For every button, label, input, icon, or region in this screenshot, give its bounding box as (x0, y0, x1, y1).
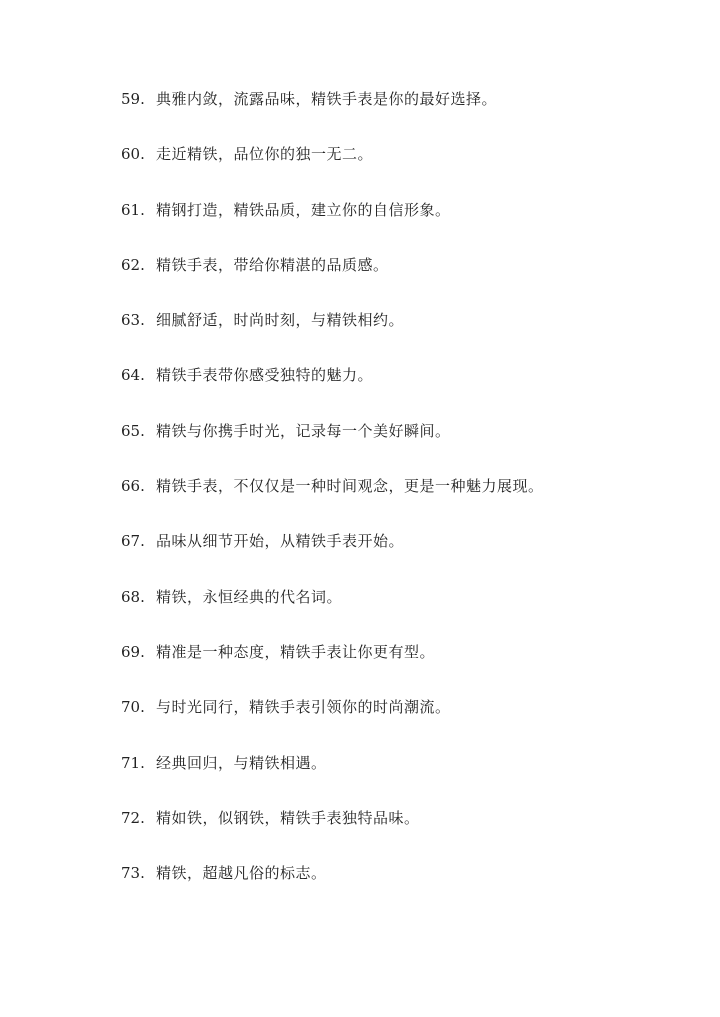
item-text: 精铁手表，带给你精湛的品质感。 (156, 255, 389, 274)
item-number: 67. (121, 532, 145, 551)
list-item (121, 584, 544, 639)
item-number: 60. (121, 145, 145, 164)
list-item (121, 473, 544, 528)
item-number: 61. (121, 200, 145, 219)
item-text: 走近精铁，品位你的独一无二。 (156, 145, 374, 164)
item-text: 精如铁，似钢铁，精铁手表独特品味。 (156, 808, 420, 827)
item-number: 64. (121, 366, 145, 385)
item-text: 细腻舒适，时尚时刻，与精铁相约。 (156, 311, 405, 330)
list-item (121, 141, 544, 196)
item-number: 63. (121, 311, 145, 330)
list-item (121, 805, 544, 860)
item-number: 72. (121, 808, 145, 827)
list-item (121, 860, 544, 915)
item-text: 精准是一种态度，精铁手表让你更有型。 (156, 642, 436, 661)
list-item (121, 750, 544, 805)
slogan-list (121, 86, 544, 915)
item-number: 71. (121, 753, 145, 772)
item-number: 69. (121, 642, 145, 661)
list-item (121, 528, 544, 583)
item-text: 精铁手表，不仅仅是一种时间观念，更是一种魅力展现。 (156, 477, 544, 496)
item-number: 70. (121, 698, 145, 717)
item-number: 73. (121, 864, 145, 883)
list-item (121, 197, 544, 252)
list-item (121, 252, 544, 307)
item-number: 65. (121, 421, 145, 440)
list-item (121, 86, 544, 141)
list-item (121, 307, 544, 362)
item-text: 品味从细节开始，从精铁手表开始。 (156, 532, 405, 551)
item-number: 59. (121, 90, 145, 108)
item-text: 精铁，永恒经典的代名词。 (156, 587, 343, 606)
list-item (121, 362, 544, 417)
item-text: 典雅内敛，流露品味，精铁手表是你的最好选择。 (156, 90, 498, 108)
list-item (121, 694, 544, 749)
item-number: 68. (121, 587, 145, 606)
item-text: 精铁手表带你感受独特的魅力。 (156, 366, 374, 385)
item-text: 精铁，超越凡俗的标志。 (156, 864, 327, 883)
item-text: 精钢打造，精铁品质，建立你的自信形象。 (156, 200, 451, 219)
item-text: 经典回归，与精铁相遇。 (156, 753, 327, 772)
list-item (121, 418, 544, 473)
item-text: 精铁与你携手时光，记录每一个美好瞬间。 (156, 421, 451, 440)
item-number: 62. (121, 255, 145, 274)
item-number: 66. (121, 477, 145, 496)
list-item (121, 639, 544, 694)
item-text: 与时光同行，精铁手表引领你的时尚潮流。 (156, 698, 451, 717)
